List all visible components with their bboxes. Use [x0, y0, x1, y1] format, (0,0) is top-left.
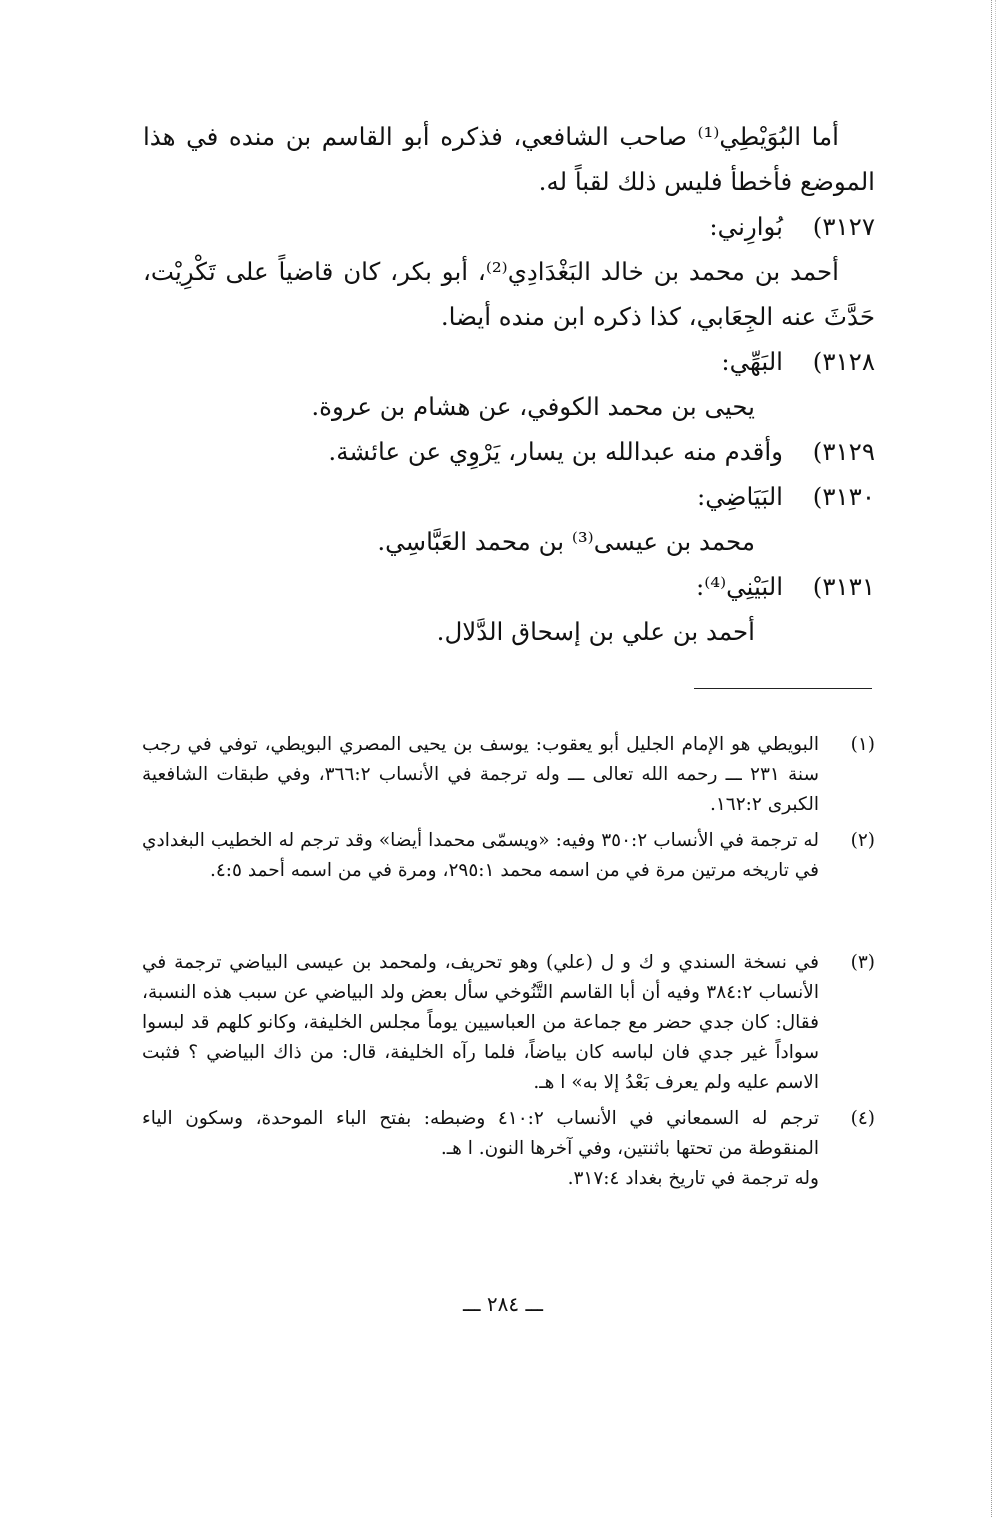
- footnote-number: (٣): [850, 952, 875, 973]
- footnote-number: (٢): [850, 830, 875, 851]
- footnote-text: البويطي هو الإمام الجليل أبو يعقوب: يوسف بن يحيى المصري البويطي، توفي في رجب سنة ٢٣١ ـــ رحمه الله تعالى ـــ وله ترجمة في الأنساب ٣٦٦:٢، وفي طبقات الشافعية الكبرى ١٦٢:٢.: [142, 734, 820, 815]
- footnote-2: [142, 826, 875, 886]
- footnote-text: له ترجمة في الأنساب ٣٥٠:٢ وفيه: «ويسمّى محمدا أيضا» وقد ترجم له الخطيب البغدادي في تاريخه مرتين مرة في من اسمه محمد ٢٩٥:١، ومرة في من اسمه أحمد ٤:٥.: [142, 830, 819, 881]
- footnote-gap: [142, 892, 875, 948]
- entry-number: ٣١٢٧): [812, 212, 875, 241]
- entry-number: ٣١٢٨): [812, 347, 875, 376]
- page-edge-line-inner: [995, 0, 996, 900]
- footnote-number: (١): [850, 734, 875, 755]
- page-edge-line: [991, 0, 992, 1517]
- page-number: ـــ ٢٨٤ ـــ: [462, 1292, 544, 1316]
- entry-body: وأقدم منه عبدالله بن يسار، يَرْوِي عن عائشة.: [328, 437, 783, 466]
- entry-3130: [143, 474, 875, 519]
- footnote-3: [142, 948, 875, 1098]
- entry-number: ٣١٣١): [812, 572, 875, 601]
- entry-number: ٣١٢٩): [812, 437, 875, 466]
- paragraph-buwayti: أما البُوَيْطِي⁽¹⁾ صاحب الشافعي، فذكره أبو القاسم بن منده في هذا الموضع فأخطأ فليس ذلك لقباً له.: [143, 122, 875, 196]
- footnote-1: [142, 730, 875, 820]
- entry-title: البَيْنِي⁽⁴⁾:: [696, 572, 783, 601]
- entry-3131: [143, 564, 875, 609]
- entry-body: يحيى بن محمد الكوفي، عن هشام بن عروة.: [311, 392, 755, 421]
- footnote-text: في نسخة السندي و ك و ل (علي) وهو تحريف، ولمحمد بن عيسى البياضي ترجمة في الأنساب ٣٨٤:٢ وفيه أن أبا القاسم التَّنُوخي سأل بعض ولد البياضي عن سبب هذه النسبة، فقال: كان جدي حضر مع جماعة من العباسيين يوماً مجلس الخليفة، وكانو كلهم قد لبسوا سواداً غير جدي فان لباسه كان بياضاً، فلما رآه الخليفة، قال: من ذاك البياضي ؟ فثبت الاسم عليه ولم يعرف بَعْدُ إلا به» ا هـ.: [142, 952, 819, 1093]
- entry-title: البَيَاضِي:: [696, 482, 783, 511]
- entry-title: بُوارِني:: [709, 212, 783, 241]
- footnote-text: [142, 1104, 819, 1194]
- footnotes: [142, 730, 875, 1200]
- footnote-separator: [694, 688, 872, 689]
- footnote-4: [142, 1104, 875, 1194]
- footnote-text-line: وله ترجمة في تاريخ بغداد ٣١٧:٤.: [567, 1168, 819, 1189]
- entry-3129: [143, 429, 875, 474]
- entry-body: أحمد بن علي بن إسحاق الدَّلال.: [436, 617, 755, 646]
- entry-number: ٣١٣٠): [812, 482, 875, 511]
- main-text: [143, 114, 875, 654]
- footnote-number: (٤): [850, 1108, 875, 1129]
- entry-body: محمد بن عيسى⁽³⁾ بن محمد العَبَّاسِي.: [377, 527, 755, 556]
- entry-3127: [143, 204, 875, 249]
- entry-3128: [143, 339, 875, 384]
- entry-title: البَهِّي:: [721, 347, 783, 376]
- entry-body: أحمد بن محمد بن خالد البَغْدَادِي⁽²⁾، أبو بكر، كان قاضياً على تَكْرِيْت، حَدَّثَ عنه الجِعَابي، كذا ذكره ابن منده أيضا.: [143, 257, 875, 331]
- footnote-text-line: ترجم له السمعاني في الأنساب ٤١٠:٢ وضبطه: بفتح الباء الموحدة، وسكون الياء المنقوطة من تحتها باثنتين، وفي آخرها النون. ا هـ.: [142, 1108, 819, 1159]
